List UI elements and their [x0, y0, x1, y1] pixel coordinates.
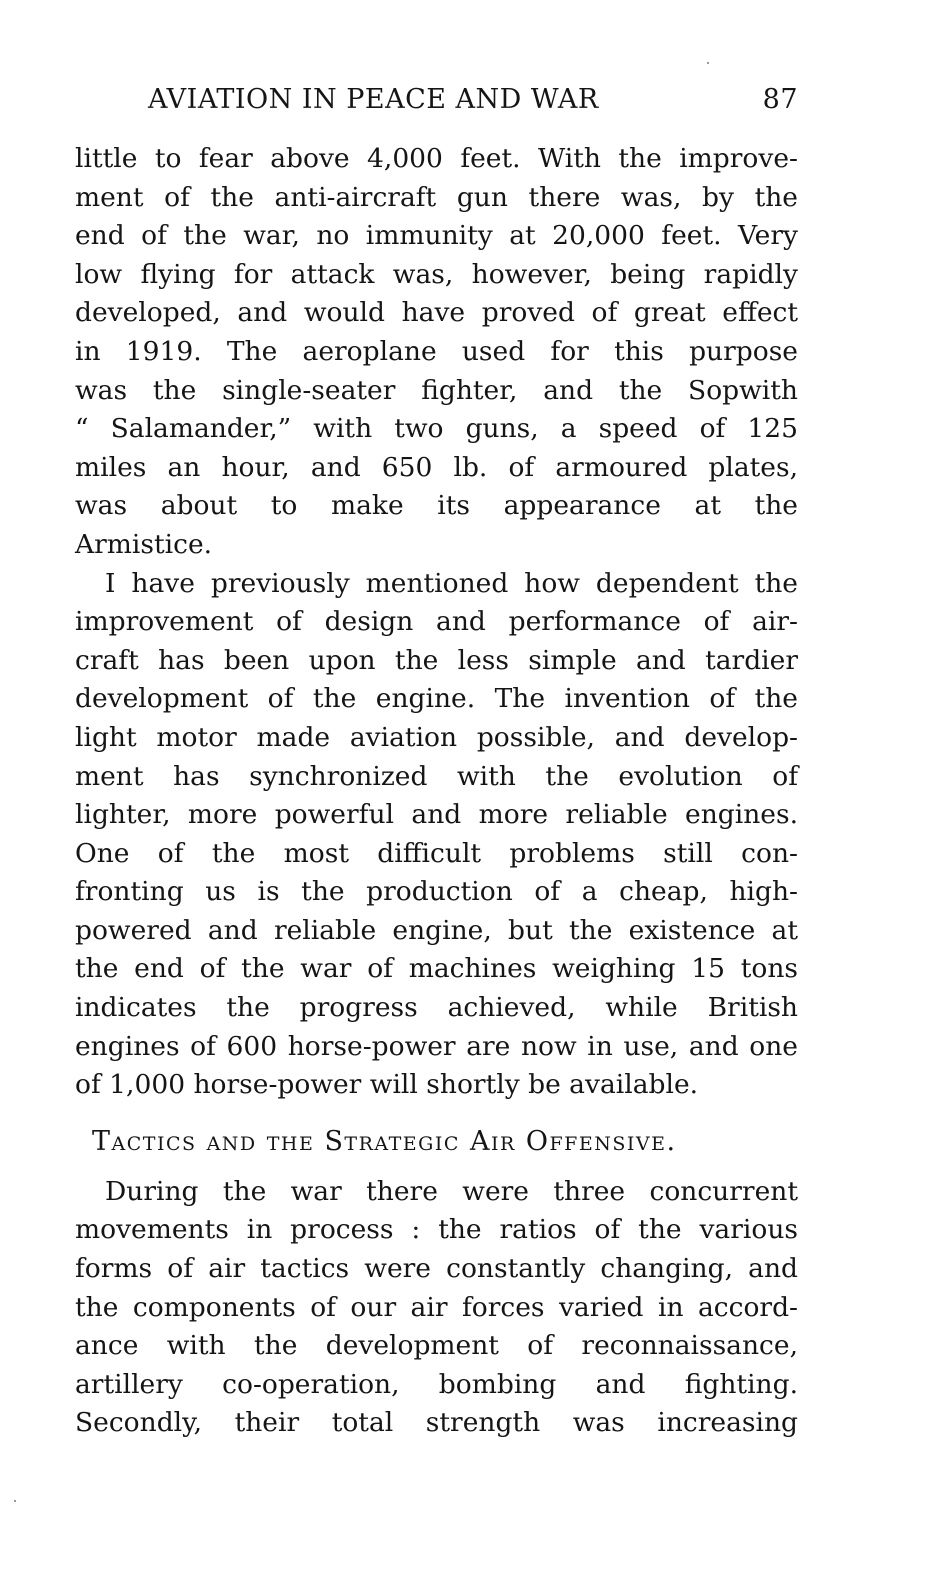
scan-speck	[14, 1500, 16, 1502]
text-line: improvement of design and performance of air-	[75, 606, 798, 638]
text-line: was the single-seater fighter, and the Sopwith	[75, 374, 798, 406]
text-line: in 1919. The aeroplane used for this purpose	[75, 335, 798, 367]
page-number: 87	[762, 84, 798, 115]
paragraph-engines	[75, 565, 798, 1105]
text-line: artillery co-operation, bombing and fighting.	[75, 1368, 798, 1400]
body-text	[75, 140, 798, 1443]
text-line: the end of the war of machines weighing 15 tons	[75, 953, 798, 985]
text-line-final: Armistice.	[75, 528, 213, 560]
text-line: ment has synchronized with the evolution of	[75, 760, 798, 792]
text-line: ance with the development of reconnaissance,	[75, 1330, 798, 1362]
text-line: end of the war, no immunity at 20,000 feet. Very	[75, 220, 798, 252]
text-line: light motor made aviation possible, and develop-	[75, 721, 798, 753]
text-line: low flying for attack was, however, being rapidly	[75, 258, 798, 290]
text-line: movements in process : the ratios of the various	[75, 1214, 798, 1246]
paragraph-tactics	[75, 1173, 798, 1443]
text-line: ment of the anti-aircraft gun there was, by the	[75, 181, 798, 213]
text-line: powered and reliable engine, but the existence at	[75, 914, 798, 946]
text-line: miles an hour, and 650 lb. of armoured plates,	[75, 451, 798, 483]
paragraph-continued	[75, 140, 798, 565]
text-line: the components of our air forces varied in accord-	[75, 1291, 798, 1323]
text-line: developed, and would have proved of great effect	[75, 297, 798, 329]
text-line: One of the most difficult problems still con-	[75, 837, 798, 869]
text-line: During the war there were three concurrent	[105, 1175, 798, 1207]
text-line: “ Salamander,” with two guns, a speed of 125	[75, 413, 798, 445]
text-line-final: of 1,000 horse-power will shortly be available.	[75, 1069, 699, 1101]
text-line: fronting us is the production of a cheap, high-	[75, 876, 798, 908]
running-head	[148, 84, 798, 124]
text-line: I have previously mentioned how dependent the	[105, 567, 798, 599]
text-line: indicates the progress achieved, while British	[75, 992, 798, 1024]
text-line: little to fear above 4,000 feet. With the improve-	[75, 143, 798, 174]
text-line: development of the engine. The invention of the	[75, 683, 798, 715]
running-head-title: AVIATION IN PEACE AND WAR	[148, 84, 599, 115]
text-line: engines of 600 horse-power are now in use, and one	[75, 1030, 798, 1062]
text-line: was about to make its appearance at the	[75, 490, 798, 522]
text-line: forms of air tactics were constantly changing, and	[75, 1253, 798, 1285]
text-line: lighter, more powerful and more reliable engines.	[75, 799, 798, 831]
text-line: Secondly, their total strength was increasing	[75, 1407, 798, 1439]
scan-speck	[707, 62, 709, 64]
text-line: craft has been upon the less simple and tardier	[75, 644, 798, 676]
section-heading: Tactics and the Strategic Air Offensive.	[92, 1125, 677, 1157]
